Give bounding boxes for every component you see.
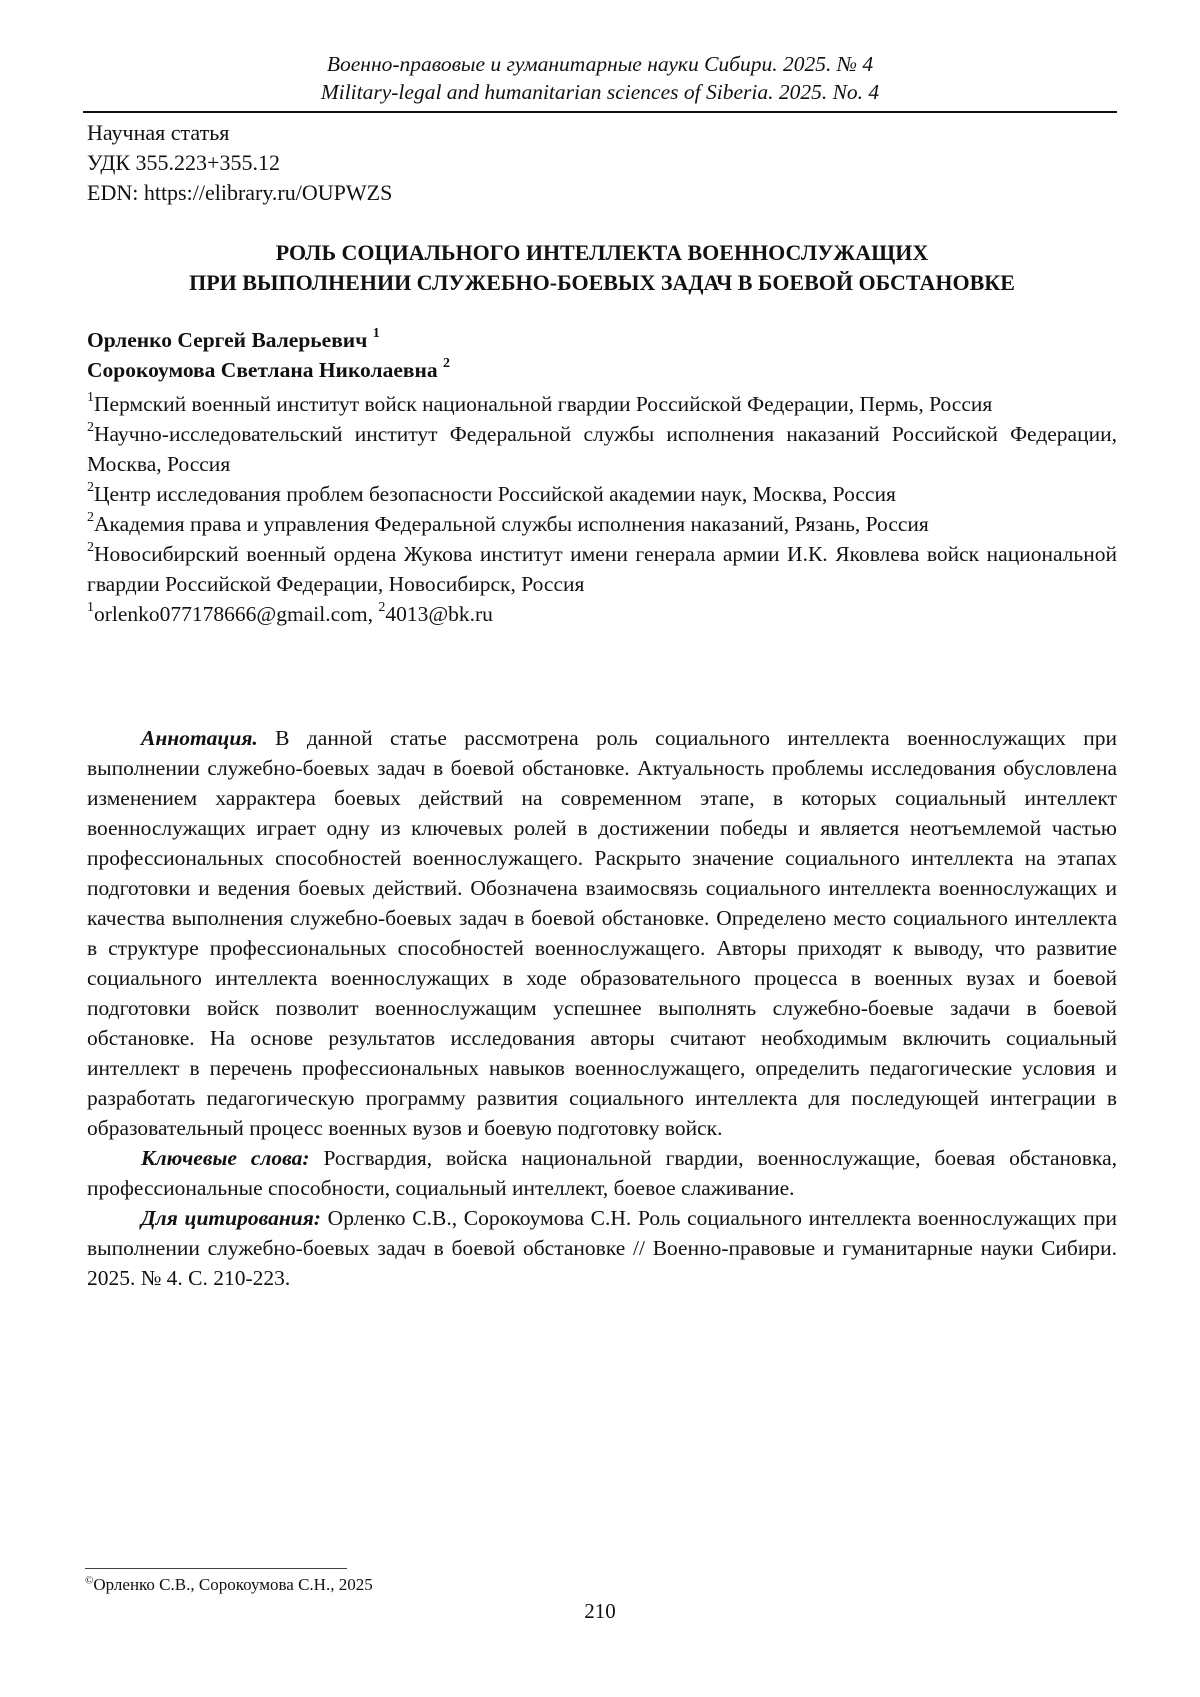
affiliation-mark: 2: [87, 419, 94, 435]
affiliation-text: Центр исследования проблем безопасности Российской академии наук, Москва, Россия: [94, 482, 896, 506]
affiliation-mark: 2: [87, 509, 94, 525]
abstract-section: [87, 723, 1117, 1293]
author-1: [87, 325, 450, 355]
running-head: [85, 50, 1115, 106]
affiliation-text: Пермский военный институт войск национальной гвардии Российской Федерации, Пермь, Россия: [94, 392, 993, 416]
page-number: 210: [584, 1599, 616, 1623]
citation-text: Орленко С.В., Сорокоумова С.Н. Роль социального интеллекта военнослужащих при выполнении служебно-боевых задач в боевой обстановке // Военно-правовые и гуманитарные науки Сибири. 2025. № 4. С. 210-223.: [87, 1206, 1117, 1290]
header-rule: [83, 111, 1117, 113]
copyright-footnote: [85, 1574, 373, 1596]
affiliation-mark: 2: [87, 479, 94, 495]
affiliation: [87, 509, 1117, 539]
email-line: [87, 599, 1117, 629]
citation-paragraph: [87, 1203, 1117, 1293]
affiliation-text: Академия права и управления Федеральной службы исполнения наказаний, Рязань, Россия: [94, 512, 929, 536]
author-mark: 1: [372, 325, 380, 341]
email-mark: 2: [378, 599, 386, 615]
author-list: [87, 325, 450, 385]
affiliation-mark: 2: [87, 539, 94, 555]
article-meta: [87, 118, 392, 208]
email-mark: 1: [87, 599, 94, 615]
email-separator: ,: [367, 602, 379, 626]
article-title: [87, 238, 1117, 298]
affiliation: [87, 389, 1117, 419]
affiliation: [87, 419, 1117, 479]
running-head-english: Military-legal and humanitarian sciences of Siberia. 2025. No. 4: [320, 80, 880, 104]
title-line-1: РОЛЬ СОЦИАЛЬНОГО ИНТЕЛЛЕКТА ВОЕННОСЛУЖАЩИХ: [275, 240, 929, 265]
citation-label: Для цитирования:: [141, 1206, 321, 1230]
affiliation-list: [87, 389, 1117, 629]
keywords-paragraph: [87, 1143, 1117, 1203]
author-name: Сорокоумова Светлана Николаевна: [87, 358, 438, 382]
email-link-1[interactable]: orlenko077178666@gmail.com: [94, 602, 368, 626]
affiliation-text: Научно-исследовательский институт Федеральной службы исполнения наказаний Российской Федерации, Москва, Россия: [87, 422, 1117, 476]
abstract-text: В данной статье рассмотрена роль социального интеллекта военнослужащих при выполнении служебно-боевых задач в боевой обстановке. Актуальность проблемы исследования обусловлена изменением харрактера боевых действий на современном этапе, в которых социальный интеллект военнослужащих играет одну из ключевых ролей в достижении победы и является неотъемлемой частью профессиональных способностей военнослужащего. Раскрыто значение социального интеллекта на этапах подготовки и ведения боевых действий. Обозначена взаимосвязь социального интеллекта военнослужащих и качества выполнения служебно-боевых задач в боевой обстановке. Определено место социального интеллекта в структуре профессиональных способностей военнослужащего. Авторы приходят к выводу, что развитие социального интеллекта военнослужащих в ходе образовательного процесса в военных вузах и боевой подготовки войск позволит военнослужащим успешнее выполнять служебно-боевые задачи в боевой обстановке. На основе результатов исследования авторы считают необходимым включить социальный интеллект в перечень профессиональных навыков военнослужащего, определить педагогические условия и разработать педагогическую программу развития социального интеллекта для последующей интеграции в образовательный процесс военных вузов и боевую подготовку войск.: [87, 726, 1117, 1140]
author-mark: 2: [443, 355, 450, 371]
affiliation-text: Новосибирский военный ордена Жукова институт имени генерала армии И.К. Яковлева войск национальной гвардии Российской Федерации, Новосибирск, Россия: [87, 542, 1117, 596]
udc-code: УДК 355.223+355.12: [87, 150, 280, 175]
author-2: [87, 355, 450, 385]
affiliation: [87, 539, 1117, 599]
affiliation: [87, 479, 1117, 509]
email-link-2[interactable]: 4013@bk.ru: [385, 602, 493, 626]
running-head-russian: Военно-правовые и гуманитарные науки Сибири. 2025. № 4: [326, 52, 874, 76]
title-line-2: ПРИ ВЫПОЛНЕНИИ СЛУЖЕБНО-БОЕВЫХ ЗАДАЧ В БОЕВОЙ ОБСТАНОВКЕ: [189, 270, 1015, 295]
article-type: Научная статья: [87, 120, 230, 145]
edn-link: EDN: https://elibrary.ru/OUPWZS: [87, 180, 393, 205]
copyright-icon: ©: [85, 1574, 94, 1587]
footnote-rule: [85, 1568, 347, 1569]
footnote-text: Орленко С.В., Сорокоумова С.Н., 2025: [93, 1575, 373, 1594]
keywords-label: Ключевые слова:: [141, 1146, 310, 1170]
keywords-text: Росгвардия, войска национальной гвардии, военнослужащие, боевая обстановка, профессиональные способности, социальный интеллект, боевое слаживание.: [87, 1146, 1117, 1200]
abstract-label: Аннотация.: [141, 726, 258, 750]
affiliation-mark: 1: [87, 389, 94, 405]
abstract-paragraph: [87, 723, 1117, 1143]
author-name: Орленко Сергей Валерьевич: [87, 328, 368, 352]
